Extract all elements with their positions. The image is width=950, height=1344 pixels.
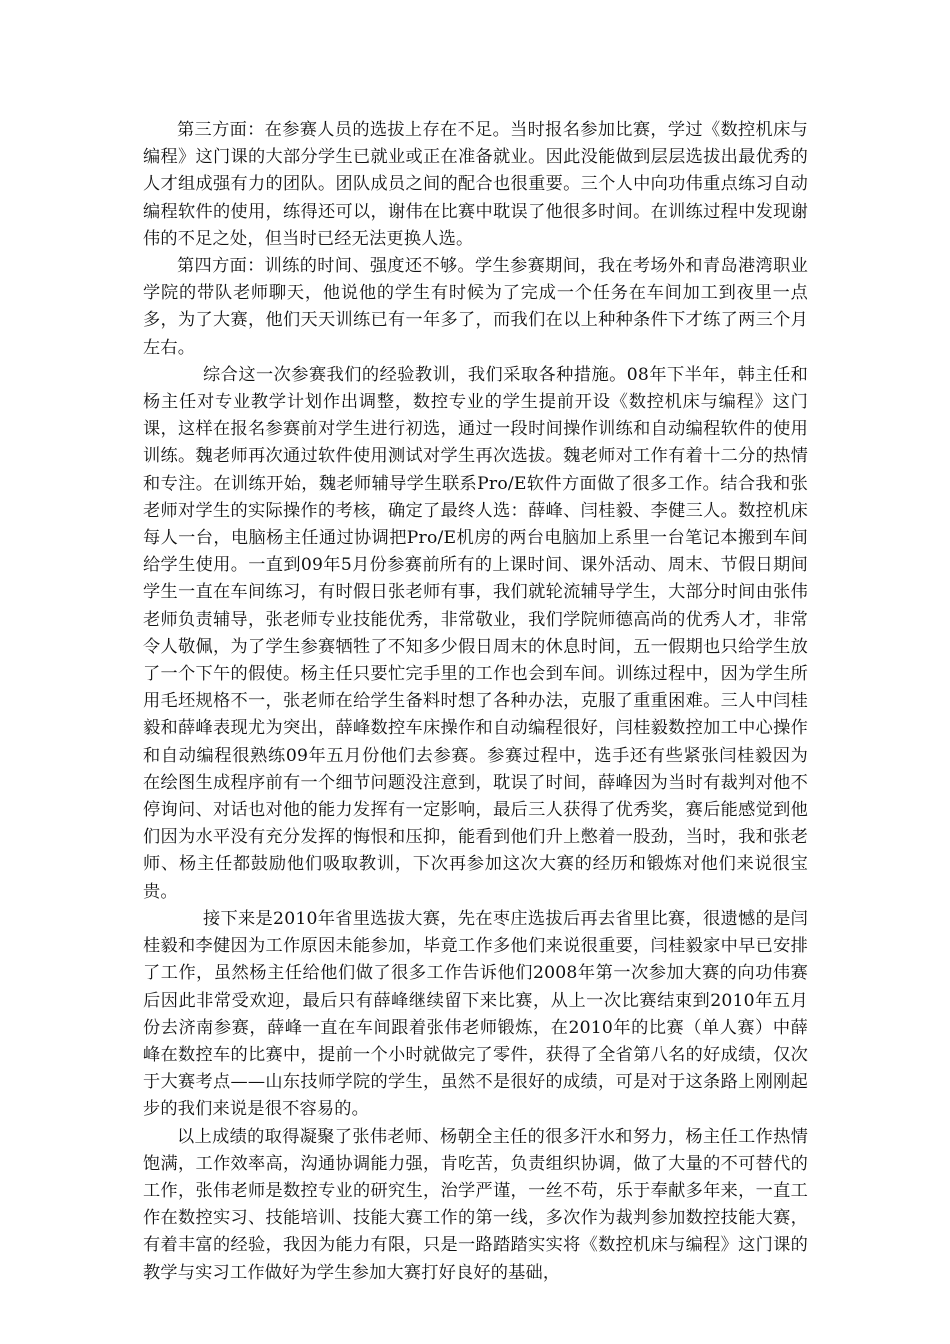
document-body [143, 117, 808, 1287]
paragraph-summary-measures: 综合这一次参赛我们的经验教训，我们采取各种措施。08年下半年，韩主任和杨主任对专业教学计划作出调整，数控专业的学生提前开设《数控机床与编程》这门课，这样在报名参赛前对学生进行初选，通过一段时间操作训练和自动编程软件的使用训练。魏老师再次通过软件使用测试对学生再次选拔。魏老师对工作有着十二分的热情和专注。在训练开始，魏老师辅导学生联系Pro/E软件方面做了很多工作。结合我和张老师对学生的实际操作的考核，确定了最终人选：薛峰、闫桂毅、李健三人。数控机床每人一台，电脑杨主任通过协调把Pro/E机房的两台电脑加上系里一台笔记本搬到车间给学生使用。一直到09年5月份参赛前所有的上课时间、课外活动、周末、节假日期间学生一直在车间练习，有时假日张老师有事，我们就轮流辅导学生，大部分时间由张伟老师负责辅导，张老师专业技能优秀，非常敬业，我们学院师德高尚的优秀人才，非常令人敬佩，为了学生参赛牺牲了不知多少假日周末的休息时间，五一假期也只给学生放了一个下午的假使。杨主任只要忙完手里的工作也会到车间。训练过程中，因为学生所用毛坯规格不一，张老师在给学生备料时想了各种办法，克服了重重困难。三人中闫桂毅和薛峰表现尤为突出，薛峰数控车床操作和自动编程很好，闫桂毅数控加工中心操作和自动编程很熟练09年五月份他们去参赛。参赛过程中，选手还有些紧张闫桂毅因为在绘图生成程序前有一个细节问题没注意到，耽误了时间，薛峰因为当时有裁判对他不停询问、对话也对他的能力发挥有一定影响，最后三人获得了优秀奖，赛后能感觉到他们因为水平没有充分发挥的悔恨和压抑，能看到他们升上憋着一股劲，当时，我和张老师、杨主任都鼓励他们吸取教训，下次再参加这次大赛的经历和锻炼对他们来说很宝贵。 [143, 364, 808, 902]
paragraph-achievements: 以上成绩的取得凝聚了张伟老师、杨朝全主任的很多汗水和努力，杨主任工作热情饱满，工作效率高，沟通协调能力强，肯吃苦，负责组织协调，做了大量的不可替代的工作，张伟老师是数控专业的研究生，治学严谨，一丝不苟，乐于奉献多年来，一直工作在数控实习、技能培训、技能大赛工作的第一线，多次作为裁判参加数控技能大赛，有着丰富的经验，我因为能力有限，只是一路踏踏实实将《数控机床与编程》这门课的教学与实习工作做好为学生参加大赛打好良好的基础， [143, 1126, 808, 1283]
paragraph-fourth-aspect: 第四方面：训练的时间、强度还不够。学生参赛期间，我在考场外和青岛港湾职业学院的带队老师聊天，他说他的学生有时候为了完成一个任务在车间加工到夜里一点多，为了大赛，他们天天训练已有一年多了，而我们在以上种种条件下才练了两三个月左右。 [143, 256, 808, 358]
paragraph-third-aspect: 第三方面：在参赛人员的选拔上存在不足。当时报名参加比赛，学过《数控机床与编程》这门课的大部分学生已就业或正在准备就业。因此没能做到层层选拔出最优秀的人才组成强有力的团队。团队成员之间的配合也很重要。三个人中向功伟重点练习自动编程软件的使用，练得还可以，谢伟在比赛中耽误了他很多时间。在训练过程中发现谢伟的不足之处，但当时已经无法更换人选。 [143, 120, 808, 249]
paragraph-2010-competition: 接下来是2010年省里选拔大赛，先在枣庄选拔后再去省里比赛，很遗憾的是闫桂毅和李健因为工作原因未能参加，毕竟工作多他们来说很重要，闫桂毅家中早已安排了工作，虽然杨主任给他们做了很多工作告诉他们2008年第一次参加大赛的向功伟赛后因此非常受欢迎，最后只有薛峰继续留下来比赛，从上一次比赛结束到2010年五月份去济南参赛，薛峰一直在车间跟着张伟老师锻炼，在2010年的比赛（单人赛）中薛峰在数控车的比赛中，提前一个小时就做完了零件，获得了全省第八名的好成绩，仅次于大赛考点——山东技师学院的学生，虽然不是很好的成绩，可是对于这条路上刚刚起步的我们来说是很不容易的。 [143, 908, 808, 1120]
